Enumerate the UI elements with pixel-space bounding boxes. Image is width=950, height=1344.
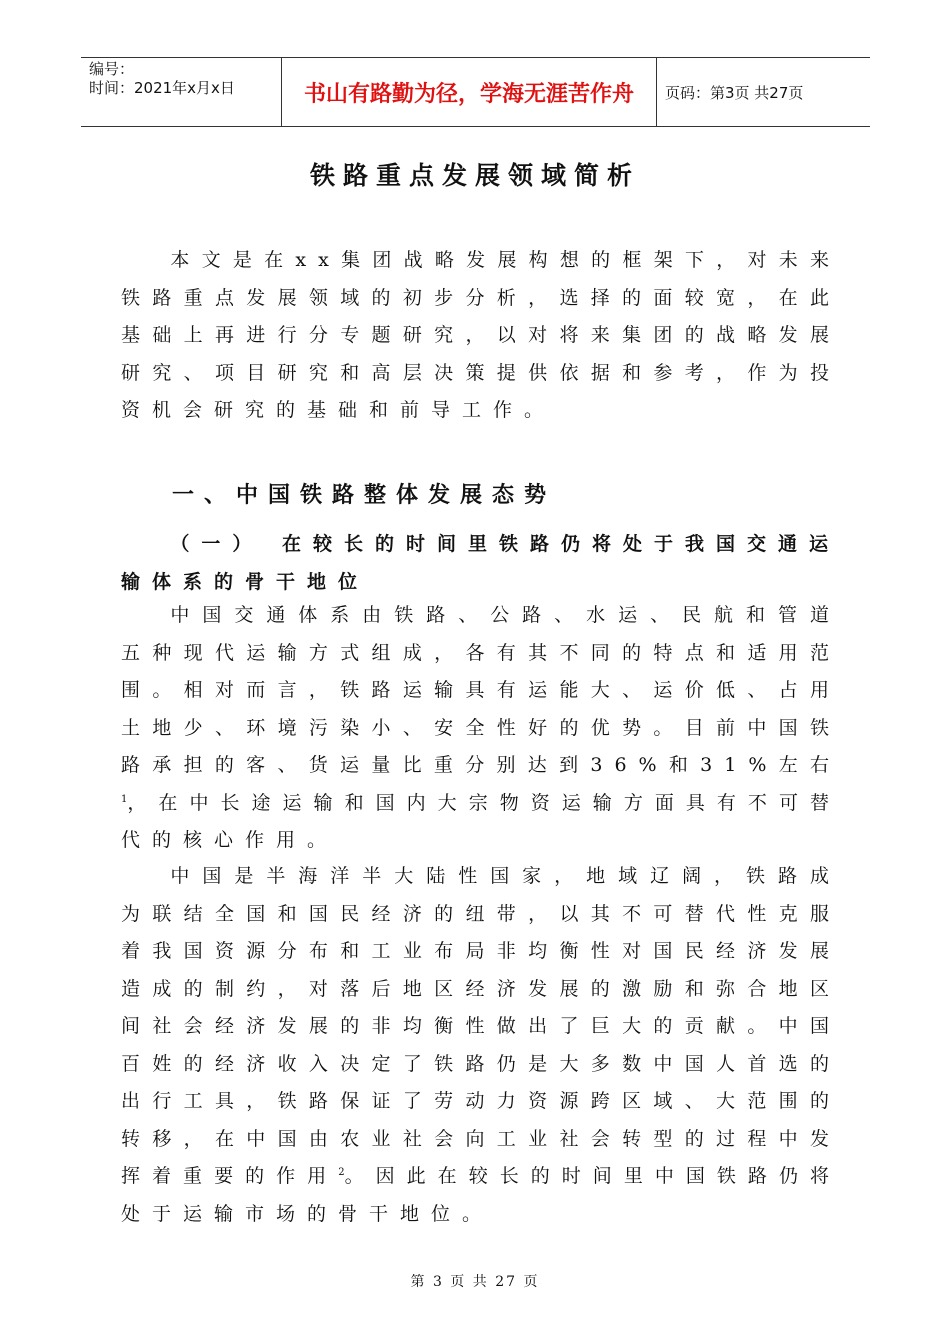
header-table <box>81 57 870 127</box>
header-page-info: 页码：第3页 共27页 <box>665 83 804 102</box>
paragraph-text: 中国是半海洋半大陆性国家，地域辽阔，铁路成为联结全国和国民经济的纽带，以其不可替代性克服着我国资源分布和工业布局非均衡性对国民经济发展造成的制约，对落后地区经济发展的激励和弥合地区间社会经济发展的非均衡性做出了巨大的贡献。中国百姓的经济收入决定了铁路仍是大多数中国人首选的出行工具，铁路保证了劳动力资源跨区域、大范围的转移，在中国由农业社会向工业社会转型的过程中发挥着重要的作用 <box>121 865 841 1187</box>
footnote-ref-1[interactable]: 1 <box>121 793 128 805</box>
body-paragraph-2 <box>121 858 841 1233</box>
header-motto: 书山有路勤为径，学海无涯苦作舟 <box>281 58 657 126</box>
footnote-ref-2[interactable]: 2 <box>338 1167 345 1178</box>
paragraph-text: 。因此在较长的时间里中国铁路仍将处于运输市场的骨干地位。 <box>121 1165 841 1225</box>
paragraph-text: 中国交通体系由铁路、公路、水运、民航和管道五种现代运输方式组成，各有其不同的特点和适用范围。相对而言，铁路运输具有运能大、运价低、占用土地少、环境污染小、安全性好的优势。目前中国铁路承担的客、货运量比重分别达到36%和31%左右 <box>121 604 841 776</box>
subsection-heading: （一） 在较长的时间里铁路仍将处于我国交通运输体系的骨干地位 <box>121 533 841 593</box>
body-paragraph-1 <box>121 597 841 860</box>
time-label: 时间：2021年x月x日 <box>89 79 235 97</box>
intro-paragraph: 本文是在xx集团战略发展构想的框架下，对未来铁路重点发展领域的初步分析，选择的面较宽，在此基础上再进行分专题研究，以对将来集团的战略发展研究、项目研究和高层决策提供依据和参考，作为投资机会研究的基础和前导工作。 <box>121 249 841 421</box>
page-footer: 第 3 页 共 27 页 <box>410 1274 540 1290</box>
header-meta-cell <box>81 58 281 126</box>
paragraph-text: ，在中长途运输和国内大宗物资运输方面具有不可替代的核心作用。 <box>121 791 841 851</box>
section-heading: 一、中国铁路整体发展态势 <box>172 483 557 508</box>
document-title: 铁路重点发展领域简析 <box>309 161 640 190</box>
serial-label: 编号： <box>89 60 135 78</box>
